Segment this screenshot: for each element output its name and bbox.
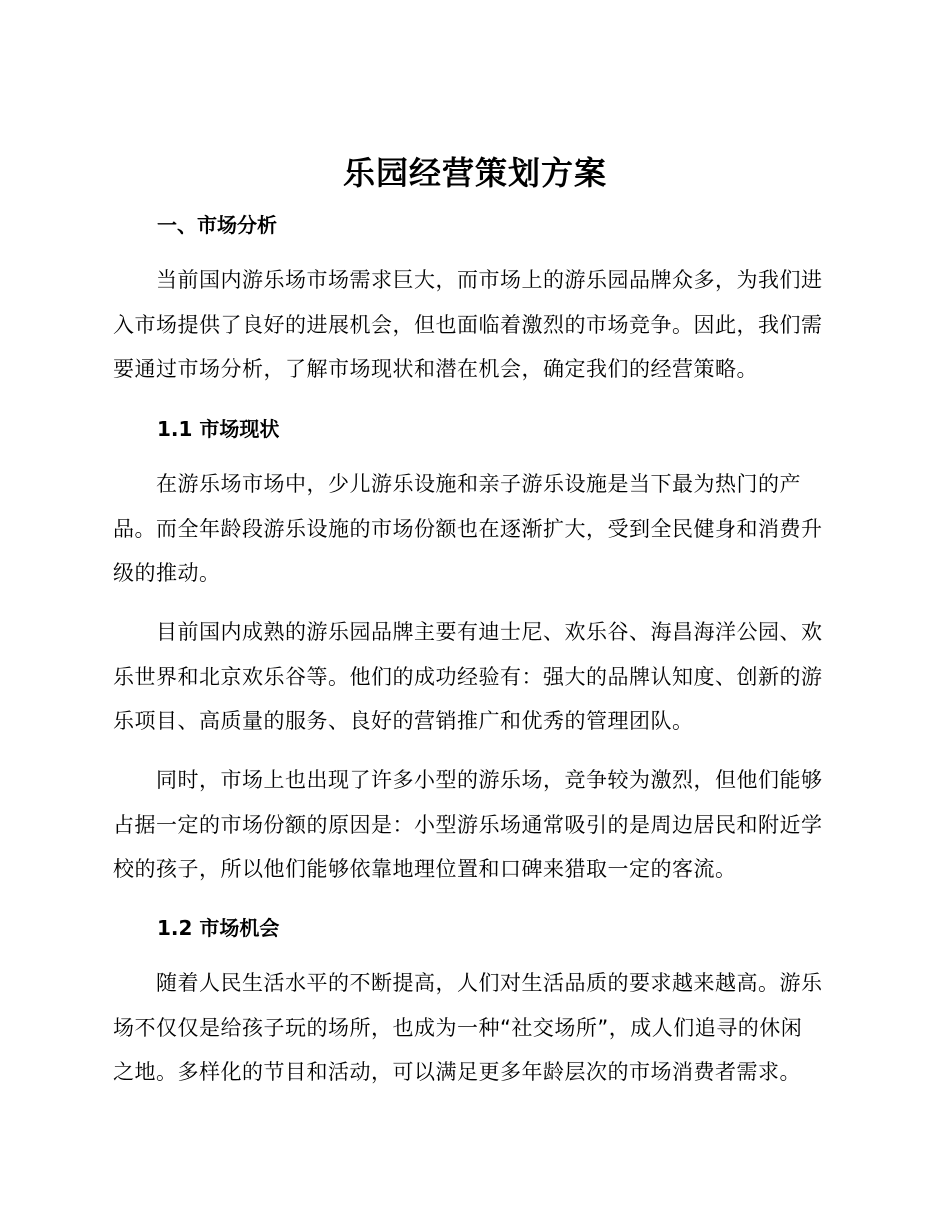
paragraph-line: 入市场提供了良好的进展机会，但也面临着激烈的市场竞争。因此，我们需 xyxy=(113,312,823,337)
paragraph-line: 乐世界和北京欢乐谷等。他们的成功经验有：强大的品牌认知度、创新的游 xyxy=(113,664,823,689)
paragraph-line: 之地。多样化的节目和活动，可以满足更多年龄层次的市场消费者需求。 xyxy=(113,1060,801,1084)
paragraph-market-status-1 xyxy=(113,462,833,596)
section-heading-market-analysis: 一、市场分析 xyxy=(157,213,277,237)
document-title: 乐园经营策划方案 xyxy=(342,154,607,192)
paragraph-market-opportunity xyxy=(113,961,833,1095)
paragraph-market-status-2 xyxy=(113,610,833,744)
paragraph-line: 占据一定的市场份额的原因是：小型游乐场通常吸引的是周边居民和附近学 xyxy=(113,812,823,837)
section-heading-market-opportunity: 1.2 市场机会 xyxy=(157,916,280,940)
paragraph-line: 随着人民生活水平的不断提高，人们对生活品质的要求越来越高。游乐 xyxy=(156,971,823,995)
paragraph-market-intro xyxy=(113,258,833,392)
paragraph-line: 在游乐场市场中，少儿游乐设施和亲子游乐设施是当下最为热门的产 xyxy=(156,472,801,496)
paragraph-market-status-3 xyxy=(113,758,833,892)
paragraph-line: 目前国内成熟的游乐园品牌主要有迪士尼、欢乐谷、海昌海洋公园、欢 xyxy=(156,620,823,644)
section-heading-market-status: 1.1 市场现状 xyxy=(157,417,280,441)
paragraph-line: 当前国内游乐场市场需求巨大，而市场上的游乐园品牌众多，为我们进 xyxy=(156,268,823,292)
paragraph-line: 场不仅仅是给孩子玩的场所，也成为一种“社交场所”，成人们追寻的休闲 xyxy=(113,1015,803,1040)
paragraph-line: 级的推动。 xyxy=(113,561,221,585)
paragraph-line: 乐项目、高质量的服务、良好的营销推广和优秀的管理团队。 xyxy=(113,709,694,733)
paragraph-line: 校的孩子，所以他们能够依靠地理位置和口碑来猎取一定的客流。 xyxy=(113,857,737,881)
paragraph-line: 要通过市场分析，了解市场现状和潜在机会，确定我们的经营策略。 xyxy=(113,357,758,381)
paragraph-line: 同时，市场上也出现了许多小型的游乐场，竞争较为激烈，但他们能够 xyxy=(156,768,823,792)
paragraph-line: 品。而全年龄段游乐设施的市场份额也在逐渐扩大，受到全民健身和消费升 xyxy=(113,516,823,541)
